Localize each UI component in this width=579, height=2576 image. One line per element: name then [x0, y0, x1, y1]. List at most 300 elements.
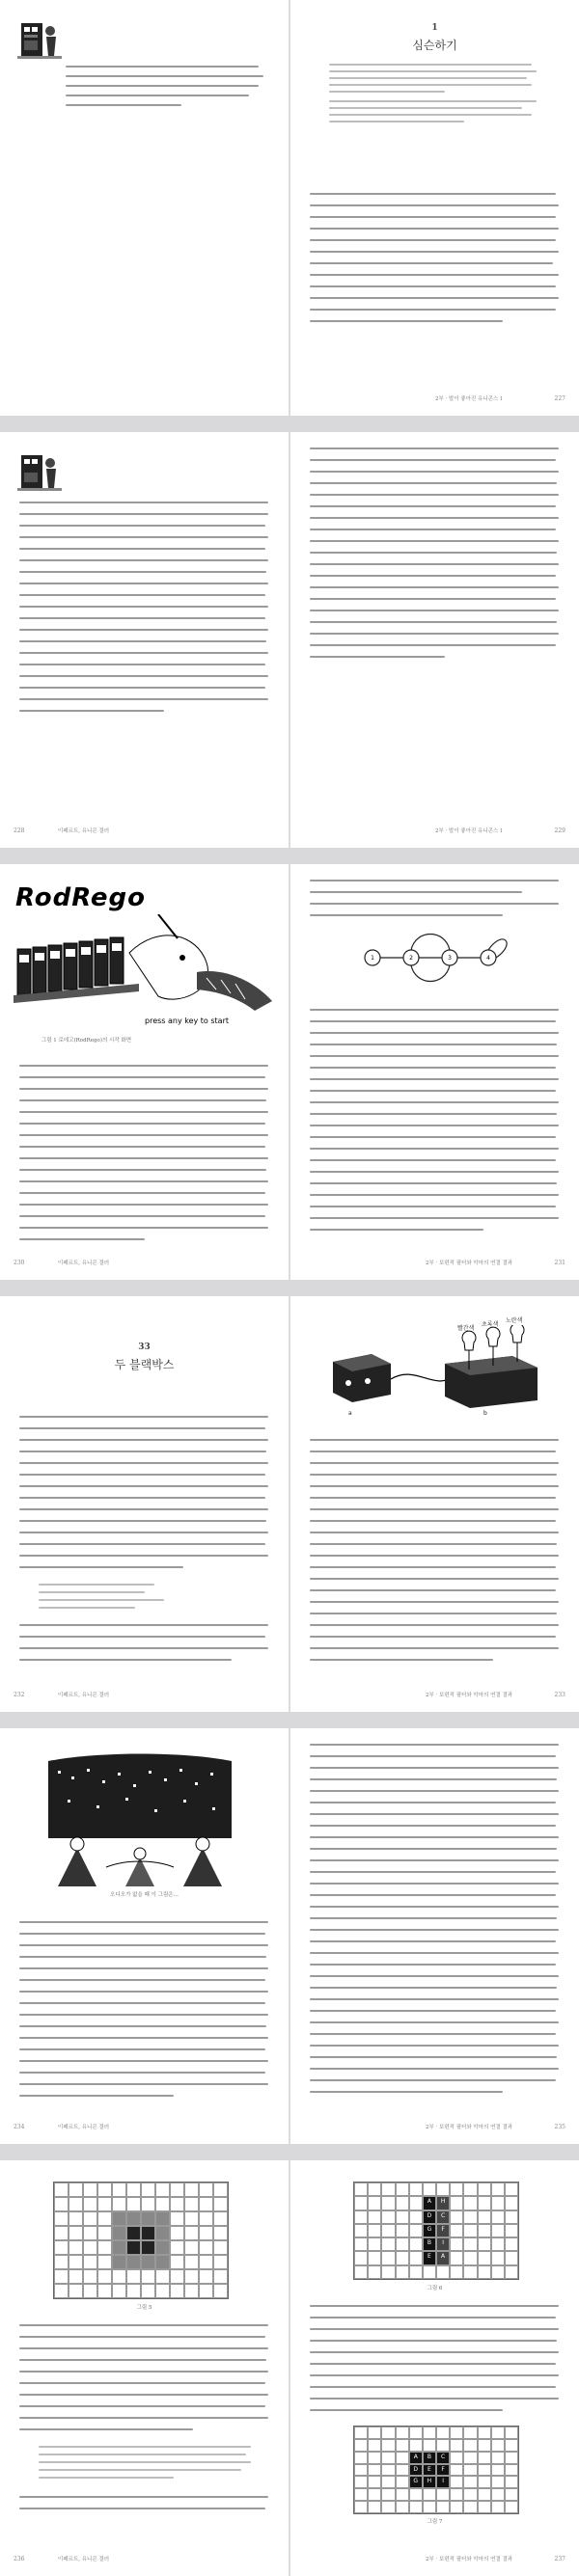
grid-cell	[155, 2197, 170, 2211]
grid-cell: E	[423, 2464, 436, 2477]
figure-caption: 그림 1 로데고(RodRego)의 시작 화면	[41, 1038, 132, 1044]
figure-caption: 그림 7	[427, 2519, 443, 2525]
svg-text:4: 4	[486, 955, 490, 962]
grid-cell	[199, 2255, 213, 2269]
grid-cell	[184, 2269, 199, 2284]
book-spread-6	[0, 2160, 579, 2576]
grid-cell	[450, 2224, 463, 2237]
grid-cell	[368, 2488, 381, 2501]
grid-cell	[478, 2183, 491, 2196]
grid-cell	[354, 2501, 368, 2513]
grid-cell	[354, 2224, 368, 2237]
grid-cell	[505, 2427, 518, 2439]
grid-cell	[83, 2255, 97, 2269]
grid-cell	[69, 2226, 83, 2240]
grid-cell: I	[436, 2476, 450, 2488]
grid-cell	[184, 2255, 199, 2269]
grid-cell	[381, 2251, 395, 2264]
grid-cell	[478, 2464, 491, 2477]
grid-cell	[184, 2183, 199, 2197]
grid-cell	[396, 2265, 409, 2279]
grid-cell	[381, 2501, 395, 2513]
grid-cell	[450, 2488, 463, 2501]
grid-cell	[409, 2251, 423, 2264]
page-number: 227	[554, 395, 565, 402]
page-right	[290, 864, 579, 1280]
grid-cell	[436, 2501, 450, 2513]
grid-cell	[396, 2210, 409, 2224]
grid-cell	[396, 2224, 409, 2237]
grid-cell	[505, 2210, 518, 2224]
running-head: 이페르트, 유니콘 결러	[58, 2557, 110, 2562]
grid-cell	[409, 2210, 423, 2224]
grid-cell	[491, 2476, 505, 2488]
grid-cell	[213, 2255, 228, 2269]
grid-cell	[450, 2439, 463, 2452]
page-number: 233	[554, 1692, 565, 1698]
grid-cell	[423, 2501, 436, 2513]
grid-cell	[126, 2255, 141, 2269]
grid-cell	[368, 2210, 381, 2224]
grid-cell	[381, 2452, 395, 2464]
bulb-label-red: 빨간색	[457, 1325, 475, 1332]
grid-cell	[463, 2452, 477, 2464]
grid-cell: A	[409, 2452, 423, 2464]
grid-cell	[69, 2284, 83, 2298]
grid-cell	[491, 2224, 505, 2237]
grid-cell	[199, 2284, 213, 2298]
grid-cell	[478, 2224, 491, 2237]
grid-cell	[409, 2439, 423, 2452]
grid-cell	[409, 2196, 423, 2210]
grid-cell	[381, 2488, 395, 2501]
grid-cell	[141, 2284, 155, 2298]
page-number: 232	[14, 1692, 25, 1698]
bulb-label-green: 초록색	[482, 1321, 499, 1328]
grid-cell	[463, 2464, 477, 2477]
grid-cell	[126, 2240, 141, 2255]
grid-cell	[505, 2439, 518, 2452]
grid-cell	[463, 2265, 477, 2279]
grid-cell	[463, 2488, 477, 2501]
grid-cell	[381, 2210, 395, 2224]
grid-cell	[505, 2488, 518, 2501]
grid-cell	[354, 2439, 368, 2452]
grid-cell	[396, 2196, 409, 2210]
chapter-title: 심슨하기	[412, 39, 457, 52]
grid-cell	[478, 2237, 491, 2251]
grid-cell	[463, 2501, 477, 2513]
grid-cell	[450, 2501, 463, 2513]
grid-cell	[368, 2265, 381, 2279]
running-head: 이페르트, 유니콘 결러	[58, 1693, 110, 1698]
grid-cell	[463, 2251, 477, 2264]
two-black-boxes-illustration	[329, 1325, 541, 1412]
grid-cell	[199, 2183, 213, 2197]
grid-cell	[491, 2488, 505, 2501]
grid-cell	[423, 2427, 436, 2439]
grid-cell	[491, 2251, 505, 2264]
grid-cell	[396, 2488, 409, 2501]
grid-cell	[505, 2251, 518, 2264]
grid-cell: C	[436, 2210, 450, 2224]
grid-cell	[436, 2265, 450, 2279]
grid-cell	[381, 2439, 395, 2452]
running-head: 2부 · 발이 좋아진 유니콘스 I	[435, 396, 503, 402]
grid-cell	[505, 2237, 518, 2251]
grid-cell	[478, 2196, 491, 2210]
grid-cell	[505, 2501, 518, 2513]
grid-cell	[463, 2427, 477, 2439]
grid-cell	[83, 2226, 97, 2240]
letter-grid-figure	[353, 2182, 519, 2280]
grid-cell	[409, 2237, 423, 2251]
grid-cell	[368, 2224, 381, 2237]
grid-cell	[463, 2196, 477, 2210]
grid-cell	[97, 2226, 112, 2240]
grid-cell	[155, 2269, 170, 2284]
grid-cell	[112, 2226, 126, 2240]
rodrego-logo: RodRego	[15, 883, 147, 912]
grid-cell	[97, 2284, 112, 2298]
grid-cell	[368, 2237, 381, 2251]
grid-cell	[396, 2476, 409, 2488]
grid-cell	[450, 2196, 463, 2210]
book-spread-1	[0, 0, 579, 416]
svg-text:2: 2	[409, 955, 413, 962]
grid-cell	[126, 2226, 141, 2240]
grid-cell	[141, 2240, 155, 2255]
grid-cell	[54, 2284, 69, 2298]
grid-cell	[450, 2427, 463, 2439]
grid-cell	[396, 2501, 409, 2513]
grid-cell	[505, 2452, 518, 2464]
grid-cell: A	[423, 2196, 436, 2210]
chapter-title: 두 블랙박스	[114, 1358, 175, 1371]
grid-cell	[478, 2251, 491, 2264]
chapter-illustration	[17, 449, 62, 492]
grid-cell	[436, 2439, 450, 2452]
grid-cell	[213, 2269, 228, 2284]
letter-block-figure	[353, 2426, 519, 2514]
page-right	[290, 1728, 579, 2144]
grid-cell	[491, 2439, 505, 2452]
grid-cell	[170, 2226, 184, 2240]
grid-cell	[170, 2240, 184, 2255]
grid-cell	[436, 2427, 450, 2439]
grid-cell	[184, 2211, 199, 2226]
grid-cell	[170, 2197, 184, 2211]
grid-cell	[396, 2427, 409, 2439]
grid-cell	[155, 2183, 170, 2197]
grid-cell	[463, 2210, 477, 2224]
grid-cell	[381, 2476, 395, 2488]
grid-cell	[478, 2501, 491, 2513]
sketch-caption: 오디오가 없을 때 이 그림은...	[110, 1892, 179, 1898]
grid-cell	[170, 2255, 184, 2269]
grid-cell: B	[423, 2452, 436, 2464]
grid-cell	[491, 2210, 505, 2224]
running-head: 2부 · 보편적 필터와 악마의 연결 결과	[426, 2557, 513, 2562]
grid-cell	[199, 2211, 213, 2226]
grid-cell: E	[423, 2251, 436, 2264]
grid-cell	[97, 2197, 112, 2211]
grid-cell	[409, 2501, 423, 2513]
grid-cell	[381, 2224, 395, 2237]
grid-cell	[170, 2284, 184, 2298]
grid-cell	[354, 2427, 368, 2439]
grid-cell	[184, 2197, 199, 2211]
grid-cell	[491, 2427, 505, 2439]
page-number: 234	[14, 2124, 25, 2130]
grid-cell	[112, 2269, 126, 2284]
grid-cell	[423, 2265, 436, 2279]
grid-cell	[423, 2439, 436, 2452]
grid-cell	[112, 2197, 126, 2211]
grid-cell	[97, 2183, 112, 2197]
grid-cell	[97, 2269, 112, 2284]
running-head: 이페르트, 유니콘 결러	[58, 2125, 110, 2130]
grid-cell: D	[409, 2464, 423, 2477]
grid-cell: I	[436, 2237, 450, 2251]
grid-cell	[112, 2211, 126, 2226]
grid-cell: C	[436, 2452, 450, 2464]
grid-cell	[354, 2452, 368, 2464]
chapter-illustration	[17, 17, 62, 60]
grid-cell	[505, 2464, 518, 2477]
grid-cell	[69, 2269, 83, 2284]
grid-cell	[170, 2211, 184, 2226]
running-head: 2부 · 보편적 필터와 악마의 연결 결과	[426, 1693, 513, 1698]
page-number: 228	[14, 827, 25, 834]
grid-cell	[478, 2265, 491, 2279]
grid-cell	[54, 2240, 69, 2255]
grid-cell	[199, 2226, 213, 2240]
grid-cell	[213, 2226, 228, 2240]
chapter-number: 33	[138, 1342, 151, 1352]
grid-cell	[170, 2183, 184, 2197]
grid-cell	[83, 2240, 97, 2255]
grid-cell	[354, 2464, 368, 2477]
grid-cell	[463, 2476, 477, 2488]
grid-cell	[505, 2196, 518, 2210]
chapter-number: 1	[431, 23, 438, 33]
grid-cell	[368, 2427, 381, 2439]
grid-cell	[450, 2251, 463, 2264]
running-head: 2부 · 발이 좋아진 유니콘스 I	[435, 828, 503, 834]
grid-cell	[368, 2476, 381, 2488]
grid-cell	[478, 2439, 491, 2452]
grid-cell	[83, 2211, 97, 2226]
grid-cell	[354, 2265, 368, 2279]
grid-cell	[126, 2183, 141, 2197]
grid-cell	[54, 2255, 69, 2269]
grid-cell	[463, 2183, 477, 2196]
grid-cell	[141, 2226, 155, 2240]
grid-cell	[505, 2476, 518, 2488]
grid-cell	[213, 2183, 228, 2197]
grid-cell	[155, 2255, 170, 2269]
grid-cell	[396, 2439, 409, 2452]
grid-cell	[141, 2197, 155, 2211]
grid-cell	[97, 2211, 112, 2226]
page-left	[0, 432, 289, 848]
grid-cell: H	[436, 2196, 450, 2210]
grid-cell	[478, 2452, 491, 2464]
grid-cell	[505, 2265, 518, 2279]
page-number: 231	[554, 1260, 565, 1266]
grid-cell	[354, 2237, 368, 2251]
grid-cell	[368, 2439, 381, 2452]
page-right	[290, 1296, 579, 1712]
grid-cell	[213, 2197, 228, 2211]
register-machine-diagram	[358, 924, 522, 991]
grid-cell	[184, 2240, 199, 2255]
grid-cell	[69, 2183, 83, 2197]
pixel-grid-figure	[53, 2182, 229, 2299]
page-number: 230	[14, 1260, 25, 1266]
page-left	[0, 2160, 289, 2576]
box-label-a: a	[348, 1410, 352, 1417]
page-left	[0, 1728, 289, 2144]
page-number: 236	[14, 2556, 25, 2562]
svg-text:1: 1	[371, 955, 374, 962]
grid-cell	[381, 2183, 395, 2196]
grid-cell	[126, 2284, 141, 2298]
grid-cell	[69, 2197, 83, 2211]
grid-cell	[83, 2269, 97, 2284]
grid-cell	[381, 2464, 395, 2477]
grid-cell	[368, 2251, 381, 2264]
grid-cell	[54, 2183, 69, 2197]
grid-cell	[381, 2196, 395, 2210]
rodrego-tagline: press any key to start	[145, 1017, 229, 1025]
grid-cell	[54, 2226, 69, 2240]
grid-cell	[354, 2196, 368, 2210]
grid-cell	[112, 2183, 126, 2197]
page-number: 229	[554, 827, 565, 834]
grid-cell	[478, 2210, 491, 2224]
grid-cell	[97, 2255, 112, 2269]
running-head: 2부 · 보편적 필터와 악마의 연결 결과	[426, 1261, 513, 1266]
grid-cell	[491, 2196, 505, 2210]
grid-cell	[213, 2240, 228, 2255]
grid-cell	[155, 2211, 170, 2226]
book-spread-2	[0, 432, 579, 848]
grid-cell	[141, 2269, 155, 2284]
grid-cell	[423, 2488, 436, 2501]
grid-cell	[69, 2240, 83, 2255]
grid-cell	[423, 2183, 436, 2196]
grid-cell	[450, 2265, 463, 2279]
page-left	[0, 864, 289, 1280]
running-head: 이페르트, 유니콘 결러	[58, 828, 110, 834]
grid-cell	[478, 2427, 491, 2439]
grid-cell	[354, 2251, 368, 2264]
grid-cell	[141, 2255, 155, 2269]
grid-cell	[450, 2452, 463, 2464]
page-right	[290, 2160, 579, 2576]
grid-cell	[491, 2237, 505, 2251]
grid-cell	[396, 2183, 409, 2196]
grid-cell	[69, 2255, 83, 2269]
grid-cell	[409, 2183, 423, 2196]
grid-cell	[83, 2284, 97, 2298]
grid-cell	[491, 2452, 505, 2464]
bulb-label-yellow: 노란색	[506, 1317, 523, 1324]
grid-cell: F	[436, 2224, 450, 2237]
grid-cell	[463, 2224, 477, 2237]
grid-cell	[184, 2226, 199, 2240]
grid-cell	[354, 2183, 368, 2196]
grid-cell	[213, 2284, 228, 2298]
grid-cell: F	[436, 2464, 450, 2477]
page-right	[290, 432, 579, 848]
rodrego-illustration	[14, 914, 274, 1020]
grid-cell	[141, 2183, 155, 2197]
grid-cell	[491, 2183, 505, 2196]
grid-cell	[155, 2240, 170, 2255]
grid-cell	[69, 2211, 83, 2226]
grid-cell	[491, 2265, 505, 2279]
grid-cell: G	[409, 2476, 423, 2488]
grid-cell	[126, 2269, 141, 2284]
grid-cell	[450, 2183, 463, 2196]
grid-cell	[450, 2237, 463, 2251]
running-head: 이페르트, 유니콘 결러	[58, 1261, 110, 1266]
page-right	[290, 0, 579, 416]
running-head: 2부 · 보편적 필터와 악마의 연결 결과	[426, 2125, 513, 2130]
grid-cell	[155, 2284, 170, 2298]
grid-cell	[354, 2210, 368, 2224]
grid-cell: D	[423, 2210, 436, 2224]
crowd-sketch-illustration	[39, 1751, 241, 1886]
grid-cell	[184, 2284, 199, 2298]
page-left	[0, 0, 289, 416]
grid-cell	[436, 2183, 450, 2196]
grid-cell	[54, 2211, 69, 2226]
grid-cell	[54, 2197, 69, 2211]
grid-cell	[396, 2237, 409, 2251]
grid-cell	[54, 2269, 69, 2284]
grid-cell	[478, 2488, 491, 2501]
grid-cell	[126, 2197, 141, 2211]
grid-cell	[463, 2237, 477, 2251]
grid-cell	[463, 2439, 477, 2452]
grid-cell	[409, 2224, 423, 2237]
grid-cell: A	[436, 2251, 450, 2264]
grid-cell	[368, 2196, 381, 2210]
grid-cell	[381, 2427, 395, 2439]
grid-cell	[354, 2488, 368, 2501]
grid-cell	[112, 2255, 126, 2269]
grid-cell	[396, 2251, 409, 2264]
grid-cell	[409, 2427, 423, 2439]
book-spread-5	[0, 1728, 579, 2144]
grid-cell	[368, 2452, 381, 2464]
grid-cell	[505, 2224, 518, 2237]
grid-cell	[478, 2476, 491, 2488]
grid-cell	[450, 2210, 463, 2224]
grid-cell	[354, 2476, 368, 2488]
grid-cell	[199, 2240, 213, 2255]
grid-cell	[505, 2183, 518, 2196]
grid-cell	[396, 2452, 409, 2464]
grid-cell	[126, 2211, 141, 2226]
book-spread-3	[0, 864, 579, 1280]
grid-cell	[170, 2269, 184, 2284]
figure-caption: 그림 5	[136, 2305, 152, 2311]
